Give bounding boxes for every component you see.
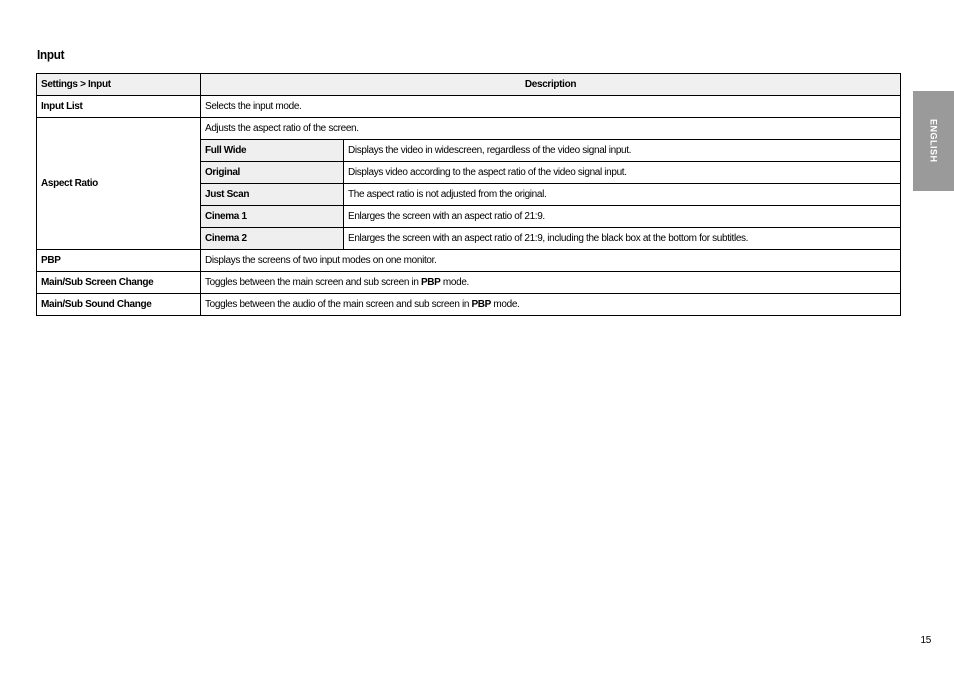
aspect-option-name: Cinema 2: [201, 228, 344, 250]
table-row: [37, 118, 901, 140]
aspect-option-name: Just Scan: [201, 184, 344, 206]
screen-change-desc: [201, 272, 901, 294]
desc-text: mode.: [440, 276, 469, 288]
header-settings-cell: Settings > Input: [37, 74, 201, 96]
screen-change-label: Main/Sub Screen Change: [37, 272, 201, 294]
aspect-option-desc: Enlarges the screen with an aspect ratio of 21:9, including the black box at the bottom for subtitles.: [344, 228, 901, 250]
page-number: 15: [920, 635, 931, 646]
aspect-option-name: Full Wide: [201, 140, 344, 162]
aspect-option-desc: The aspect ratio is not adjusted from the original.: [344, 184, 901, 206]
language-tab-label: ENGLISH: [928, 119, 939, 163]
table-row: [37, 294, 901, 316]
input-list-desc: Selects the input mode.: [201, 96, 901, 118]
aspect-ratio-desc: Adjusts the aspect ratio of the screen.: [201, 118, 901, 140]
aspect-ratio-label: Aspect Ratio: [37, 118, 201, 250]
section-title: Input: [37, 47, 65, 62]
aspect-option-desc: Displays video according to the aspect ratio of the video signal input.: [344, 162, 901, 184]
table-header-row: [37, 74, 901, 96]
sound-change-label: Main/Sub Sound Change: [37, 294, 201, 316]
aspect-option-desc: Displays the video in widescreen, regardless of the video signal input.: [344, 140, 901, 162]
desc-text: Toggles between the main screen and sub screen in: [205, 276, 421, 288]
input-list-label: Input List: [37, 96, 201, 118]
desc-text: mode.: [491, 298, 520, 310]
pbp-emphasis: PBP: [420, 276, 441, 288]
pbp-emphasis: PBP: [471, 298, 491, 310]
desc-text: Toggles between the audio of the main screen and sub screen in: [205, 298, 472, 310]
header-description-cell: Description: [201, 74, 901, 96]
aspect-option-name: Original: [201, 162, 344, 184]
pbp-label: PBP: [37, 250, 201, 272]
table-row: [37, 250, 901, 272]
table-row: [37, 272, 901, 294]
input-settings-table: [36, 73, 901, 316]
sound-change-desc: [201, 294, 901, 316]
pbp-desc: Displays the screens of two input modes on one monitor.: [201, 250, 901, 272]
table-row: [37, 96, 901, 118]
language-tab: [913, 91, 954, 191]
aspect-option-desc: Enlarges the screen with an aspect ratio of 21:9.: [344, 206, 901, 228]
aspect-option-name: Cinema 1: [201, 206, 344, 228]
